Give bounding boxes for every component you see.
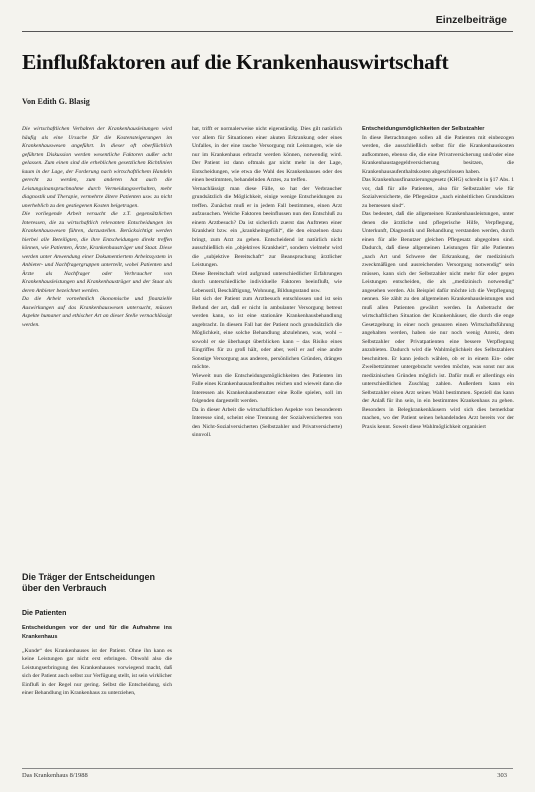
section-rubric: Einzelbeiträge [435, 14, 507, 26]
journal-citation: Das Krankenhaus 8/1988 [22, 772, 88, 779]
footer-rule [22, 768, 513, 769]
header-rule [22, 31, 513, 32]
article-title: Einflußfaktoren auf die Krankenhauswirtschaft [22, 50, 449, 74]
abstract-paragraph: Die vorliegende Arbeit versucht die z.T. gegensätzlichen Interessen, die zu wirtschaftlich relevanten Entscheidungen im Krankenhauswesen führen, darzustellen. Berücksichtigt werden hierbei alle Beteiligten, die ihre Entscheidungen direkt treffen können, wie Patienten, Ärzte, Krankenhausträger und Staat. Diese werden unter Anwendung einer Dokumentiertem Arbeitssystem in Anbieter- und Nachfragergruppen unterteilt, wobei Patienten und Ärzte als Nachfrager oder Verbraucher von Krankenhausleistungen und Krankenhausträger und der Staat als deren Anbieter bezeichnet werden. [22, 211, 172, 294]
body-paragraph: „Kunde“ des Krankenhauses ist der Patient. Ohne ihn kann es keine Leistungen gar nicht erst erbringen. Obwohl also die Leistungserbringung des Krankenhauses vorwiegend macht, daß sich der Patient auch selbst zur Verfügung stellt, ist sein wirklicher Einfluß in der Regel nur gering. Selbst die Entscheidung, sich einer Behandlung im Krankenhaus zu unterziehen, [22, 647, 172, 697]
body-paragraph: Diese Bereitschaft wird aufgrund unterschiedlicher Erfahrungen durch unterschiedliche individuelle Faktoren beeinflußt, wie Lebensstil, Beschäftigung, Wohnung, Bildungsstand usw. [192, 270, 342, 294]
abstract-paragraph: Da die Arbeit vornehmlich ökonomische und finanzielle Auswirkungen auf das Krankenhauswesen untersucht, müssen Aspekte humaner und ethischer Art an dieser Stelle vernachlässigt werden. [22, 296, 172, 328]
subsection-heading: Die Patienten [22, 610, 67, 617]
body-paragraph: Vernachlässigt man diese Fälle, so hat der Verbraucher grundsätzlich die Möglichkeit, einige wenige Entscheidungen zu treffen. Zunächst muß er in jedem Fall bestimmen, einen Arzt aufzusuchen. Welche Faktoren beeinflussen nun den Entschluß zu einem Arztbesuch? Da ist sicherlich zuerst das Auftreten einer Krankheit bzw. ein „krankheitsgefühl“, die den einzelnen dazu bringt, zum Arzt zu gehen. Entscheidend ist natürlich nicht ausschließlich ein „objektives Krankheit“, sondern vielmehr wird die „subjektive Bereitschaft“ zur Beanspruchung ärztlicher Leistungen. [192, 185, 342, 268]
section-heading: Die Träger der Entscheidungen über den Verbrauch [22, 572, 156, 593]
column-3 [362, 125, 514, 755]
page-number: 303 [497, 772, 507, 779]
paragraph-heading: Entscheidungen vor der und für die Aufnahme ins Krankenhaus [22, 625, 172, 640]
body-paragraph: Wieweit nun die Entscheidungsmöglichkeiten des Patienten im Falle eines Krankenhausaufenthaltes reichen und wieweit dann die Interessen als Krankenhausbenutzer eine Rolle spielen, soll im folgenden dargestellt werden. [192, 372, 342, 404]
body-paragraph: In diese Betrachtungen sollen all die Patienten mit einbezogen werden, die ausschließlich selbst für die Krankenhauskosten aufkommen, ebenso die, die eine Privatversicherung und/oder eine Krankenhaustagegeldversicherung besitzen, die Krankenhausaufenthaltskosten abgeschlossen haben. [362, 134, 514, 175]
abstract-paragraph: Die wirtschaftlichen Verhalten der Krankenhausleitungen wird häufig als eine Ursache für die Kostensteigerungen im Krankenhauswesen angeführt. In dieser oft oberflächlich geführten Diskussion werden wesentliche Faktoren außer acht gelassen. Zum einen sind die erheblichen gesetzlichen Richtlinien kaum in der Lage, der Forderung nach wirtschaftlichem Handeln gerecht zu werden, zum anderen hat auch die Leistungsinanspruchnahme durch Vermeidungsverhalten, mehr diagnostik und Therapie, vermehrte ältere Patienten usw. zu nicht unerheblich zu den gestiegenen Kosten beigetragen. [22, 126, 172, 209]
body-paragraph: Das bedeutet, daß die allgemeinen Krankenhausleistungen, unter denen die ärztliche und pflegerische Hilfe, Verpflegung, Unterkunft, Diagnostik und Behandlung verstanden werden, durch einen für alle Benutzer gleichen Pflegesatz abgegolten sind. Dadurch, daß diese allgemeinen Leistungen für alle Patienten „nach Art und Schwere der Erkrankung, der medizinisch zweckmäßigen und ausreichenden Versorgung notwendig“ sein müssen, kann sich der Selbstzahler nicht mehr für oder gegen Leistungen entscheiden, die als „medizinisch notwendig“ angesehen werden. Als Beispiel dafür möchte ich die Verpflegung nennen. Sie zählt zu den allgemeinen Krankenhausleistungen und muß allen Patienten gewährt werden. In Anbetracht der wirtschaftlichen Situation der Krankenhäuser, die durch die enge Gesetzgebung in einer noch genauren einen Wirtschaftsführung angehalten werden, haben sie nur noch wenig Anreiz, dem Selbstzahler oder Privatpatienten eine bessere Verpflegung anzubieten. Dadurch wird die Wahlmöglichkeit des Selbstzahlers beschnitten. Er kann jedoch wählen, ob er in einem Ein- oder Zweibettzimmer untergebracht werden möchte, was sonst nur aus medizinischen Gründen möglich ist. Dafür muß er allerdings ein unterschiedlichen Zuschlag zahlen. Außerdem kann ein Selbstzahler einen Arzt seines Wahl bestimmen. Speziell das kann der Anlaß für ihn sein, in ein bestimmtes Krankenhaus zu gehen. Besonders in Belegkrankenhäusern wird sich dies bemerkbar machen, wo der Patient seinen behandelnden Arzt bereits vor der Praxis kennt. Soweit diese Wahlmöglichkeit organisiert [362, 211, 514, 430]
body-paragraph: hat, trifft er normalerweise nicht eigenständig. Dies gilt natürlich vor allem für Situationen einer akuten Erkrankung oder eines Unfalles, in der eine rasche Versorgung mit Leistungen, wie sie nur im Krankenhaus erbracht werden können, notwendig wird. Der Patient ist dann oftmals gar nicht mehr in der Lage, Entscheidungen, wie etwa die Wahl des Krankenhauses oder des einen bestimmten, behandelnden Arztes, zu treffen. [192, 126, 342, 183]
column-1-abstract [22, 125, 172, 530]
paragraph-heading: Entscheidungsmöglichkeiten der Selbstzahler [362, 126, 485, 132]
body-paragraph: Da in dieser Arbeit die wirtschaftlichen Aspekte von besonderem Interesse sind, scheint eine Trennung der Sozialversicherten von den Nicht-Sozialversicherten (Selbstzahler und Privatversicherte) sinnvoll. [192, 406, 342, 438]
article-author: Von Edith G. Blasig [22, 97, 90, 106]
body-paragraph: Das Krankenhausfinanzierungsgesetz (KHG) schreibt in §17 Abs. 1 vor, daß für alle Patienten, also für Selbstzahler wie für Sozialversicherte, die Pflegesätze „nach einheitlichen Grundsätzen zu bemessen sind“. [362, 177, 514, 209]
column-1-body [22, 624, 172, 764]
body-paragraph: Hat sich der Patient zum Arztbesuch entschlossen und ist sein Befund der art, daß er nicht in ambulanter Versorgung betreut werden kann, so ist eine stationäre Krankenhausbehandlung angebracht. In diesem Fall hat der Patient noch grundsätzlich die Möglichkeit, eine solche Behandlung abzulehnen, was, wohl – sowohl er sie überhaupt überblicken kann – das Risiko eines Eingriffes für zu groß hält, oder aber, weil er auf eine andre Sonstige Versorgung aus anderen, persönlichen Gründen, drängen möchte. [192, 296, 342, 370]
column-2 [192, 125, 342, 755]
